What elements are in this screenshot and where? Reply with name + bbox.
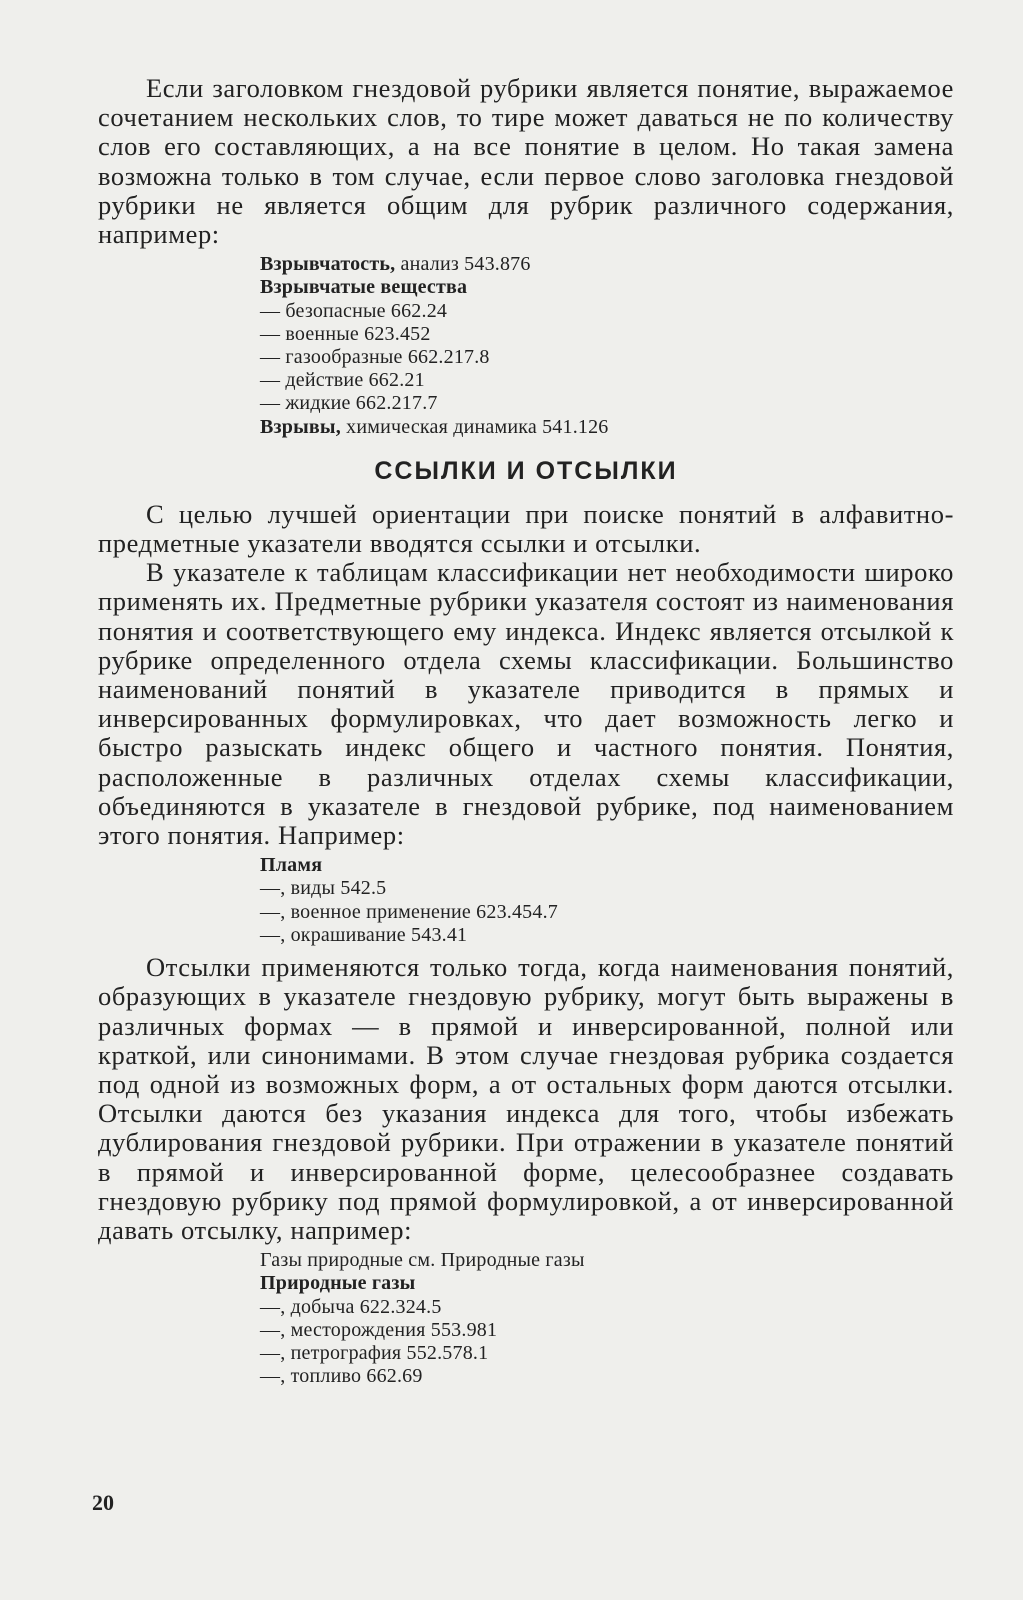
index-subentry: — безопасные 662.24 <box>260 299 448 322</box>
paragraph-2: С целью лучшей ориентации при поиске понятий в алфавитно-предметные указатели вводятся ссылки и отсылки. <box>98 498 954 559</box>
paragraph-4: Отсылки применяются только тогда, когда наименования понятий, образующих в указателе гнездовую рубрику, могут быть выражены в различных формах — в прямой и инверсированной, полной или краткой, или синонимами. В этом случае гнездовая рубрика создается под одной из возможных форм, а от остальных форм даются отсылки. Отсылки даются без указания индекса для того, чтобы избежать дублирования гнездовой рубрики. При отражении в указателе понятий в прямой и инверсированной форме, целесообразнее создавать гнездовую рубрику под прямой формулировкой, а от инверсированной давать отсылку, например: <box>98 952 954 1245</box>
index-subentry: —, петрография 552.578.1 <box>260 1341 489 1364</box>
index-subentry: — военные 623.452 <box>260 322 431 345</box>
index-entry: Пламя <box>260 854 323 877</box>
index-entry: Природные газы <box>260 1272 416 1295</box>
index-reference: Газы природные см. Природные газы <box>260 1249 585 1272</box>
index-subentry: —, топливо 662.69 <box>260 1365 423 1388</box>
index-subentry: —, военное применение 623.454.7 <box>260 900 558 923</box>
index-subentry: —, добыча 622.324.5 <box>260 1295 442 1318</box>
index-subentry: — действие 662.21 <box>260 369 425 392</box>
example-list-1 <box>260 253 954 439</box>
page-body <box>98 74 954 1394</box>
section-title: ССЫЛКИ И ОТСЫЛКИ <box>374 456 678 485</box>
example-list-2 <box>260 854 954 947</box>
index-subentry: — газообразные 662.217.8 <box>260 346 490 369</box>
index-subentry: —, виды 542.5 <box>260 877 387 900</box>
index-entry: Взрывы, химическая динамика 541.126 <box>260 415 609 438</box>
example-list-3 <box>260 1249 954 1388</box>
intro-paragraph: Если заголовком гнездовой рубрики является понятие, выражаемое сочетанием нескольких слов, то тире может даваться не по количеству слов его составляющих, а на все понятие в целом. Но такая замена возможна только в том случае, если первое слово заголовка гнездовой рубрики не является общим для рубрик различного содержания, например: <box>98 73 954 250</box>
page-number: 20 <box>92 1490 114 1515</box>
paragraph-3: В указателе к таблицам классификации нет необходимости широко применять их. Предметные рубрики указателя состоят из наименования понятия и соответствующего ему индекса. Индекс является отсылкой к рубрике определенного отдела схемы классификации. Большинство наименований понятий в указателе приводится в прямых и инверсированных формулировках, что дает возможность легко и быстро разыскать индекс общего и частного понятия. Понятия, расположенные в различных отделах схемы классификации, объединяются в указателе в гнездовой рубрике, под наименованием этого понятия. Например: <box>98 557 954 851</box>
index-subentry: —, окрашивание 543.41 <box>260 923 468 946</box>
index-entry: Взрывчатые вещества <box>260 276 468 299</box>
index-entry: Взрывчатость, анализ 543.876 <box>260 253 531 276</box>
index-subentry: —, месторождения 553.981 <box>260 1318 498 1341</box>
index-subentry: — жидкие 662.217.7 <box>260 392 438 415</box>
